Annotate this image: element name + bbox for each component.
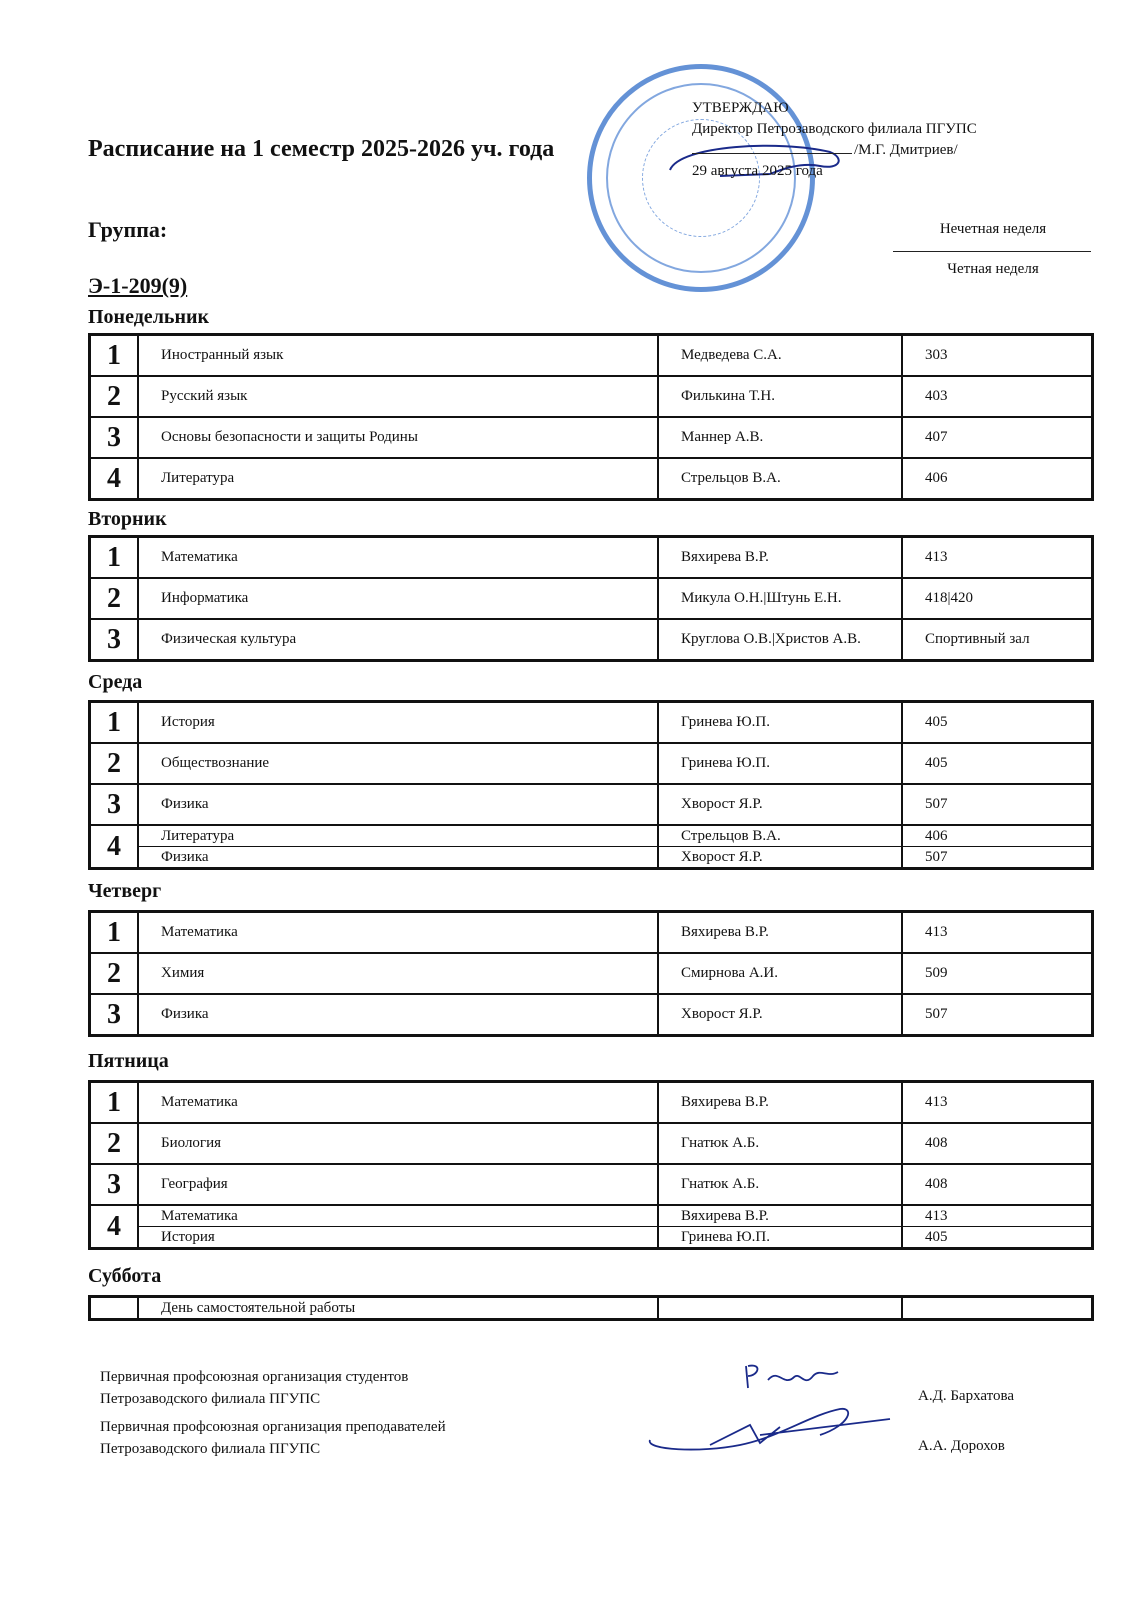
lesson-room: Спортивный зал	[902, 619, 1093, 661]
lesson-number: 3	[90, 417, 139, 458]
lesson-subject: Математика	[138, 1082, 658, 1124]
lesson-number: 4	[90, 1205, 139, 1249]
odd-week-label: Нечетная неделя	[939, 221, 1047, 237]
table-row	[90, 1082, 1093, 1124]
lesson-teacher: Смирнова А.И.	[658, 953, 902, 994]
students-rep-signature	[738, 1358, 848, 1398]
day-heading-saturday: Суббота	[88, 1265, 162, 1287]
lesson-teacher-odd: Вяхирева В.Р.	[658, 1205, 902, 1227]
table-row	[90, 1164, 1093, 1205]
lesson-room-odd: 406	[902, 825, 1093, 847]
lesson-room: 507	[902, 994, 1093, 1036]
lesson-number: 3	[90, 619, 139, 661]
approval-date: 29 августа 2025 года	[692, 163, 823, 179]
lesson-teacher	[658, 1297, 902, 1320]
group-code: Э-1-209(9)	[88, 273, 188, 298]
lesson-number: 2	[90, 1123, 139, 1164]
lesson-teacher: Вяхирева В.Р.	[658, 912, 902, 954]
lesson-number: 4	[90, 458, 139, 500]
lesson-subject: Иностранный язык	[138, 335, 658, 377]
lesson-room: 418|420	[902, 578, 1093, 619]
schedule-table-wednesday	[88, 700, 1094, 870]
table-row-even-week	[90, 847, 1093, 869]
approval-position: Директор Петрозаводского филиала ПГУПС	[692, 121, 977, 137]
students-union-block	[100, 1366, 408, 1410]
students-rep-name: А.Д. Бархатова	[918, 1388, 1015, 1404]
lesson-subject: Литература	[138, 458, 658, 500]
approval-block	[692, 98, 977, 182]
lesson-subject: Обществознание	[138, 743, 658, 784]
schedule-table-thursday	[88, 910, 1094, 1037]
table-row	[90, 537, 1093, 579]
lesson-number: 1	[90, 537, 139, 579]
lesson-number: 4	[90, 825, 139, 869]
table-row	[90, 953, 1093, 994]
lesson-number: 1	[90, 702, 139, 744]
lesson-teacher: Медведева С.А.	[658, 335, 902, 377]
lesson-teacher: Хворост Я.Р.	[658, 784, 902, 825]
lesson-number: 1	[90, 912, 139, 954]
lesson-teacher: Гнатюк А.Б.	[658, 1123, 902, 1164]
lesson-subject: Информатика	[138, 578, 658, 619]
table-row	[90, 417, 1093, 458]
table-row-odd-week	[90, 825, 1093, 847]
lesson-number: 2	[90, 578, 139, 619]
lesson-teacher: Гнатюк А.Б.	[658, 1164, 902, 1205]
schedule-table-tuesday	[88, 535, 1094, 662]
lesson-room: 507	[902, 784, 1093, 825]
lesson-room-even: 507	[902, 847, 1093, 869]
lesson-teacher: Стрельцов В.А.	[658, 458, 902, 500]
table-row	[90, 994, 1093, 1036]
lesson-room: 405	[902, 743, 1093, 784]
table-row	[90, 619, 1093, 661]
approval-heading: УТВЕРЖДАЮ	[692, 100, 789, 116]
approval-signatory: /М.Г. Дмитриев/	[854, 142, 958, 158]
lesson-number: 2	[90, 376, 139, 417]
lesson-room: 413	[902, 537, 1093, 579]
lesson-teacher: Вяхирева В.Р.	[658, 537, 902, 579]
teachers-union-line1: Первичная профсоюзная организация преподавателей	[100, 1419, 446, 1435]
lesson-teacher-even: Гринева Ю.П.	[658, 1227, 902, 1249]
lesson-room: 406	[902, 458, 1093, 500]
lesson-subject: Физика	[138, 994, 658, 1036]
lesson-teacher: Маннер А.В.	[658, 417, 902, 458]
page-title: Расписание на 1 семестр 2025-2026 уч. года	[88, 136, 555, 162]
schedule-table-saturday	[88, 1295, 1094, 1321]
table-row	[90, 1297, 1093, 1320]
lesson-subject-even: История	[138, 1227, 658, 1249]
lesson-teacher: Вяхирева В.Р.	[658, 1082, 902, 1124]
lesson-room: 403	[902, 376, 1093, 417]
lesson-teacher: Гринева Ю.П.	[658, 743, 902, 784]
approval-signature-line	[692, 140, 977, 161]
lesson-teacher: Филькина Т.Н.	[658, 376, 902, 417]
schedule-table-monday	[88, 333, 1094, 501]
teachers-union-block	[100, 1416, 446, 1460]
table-row-odd-week	[90, 1205, 1093, 1227]
lesson-subject-even: Физика	[138, 847, 658, 869]
lesson-room: 413	[902, 1082, 1093, 1124]
lesson-subject: Математика	[138, 912, 658, 954]
teachers-rep-signature	[640, 1405, 900, 1455]
lesson-subject: Русский язык	[138, 376, 658, 417]
lesson-teacher: Микула О.Н.|Штунь Е.Н.	[658, 578, 902, 619]
group-label: Группа:	[88, 217, 168, 242]
lesson-subject: День самостоятельной работы	[138, 1297, 658, 1320]
lesson-teacher: Гринева Ю.П.	[658, 702, 902, 744]
lesson-subject: История	[138, 702, 658, 744]
lesson-number: 3	[90, 784, 139, 825]
students-union-line1: Первичная профсоюзная организация студентов	[100, 1369, 409, 1385]
lesson-room: 303	[902, 335, 1093, 377]
lesson-teacher: Круглова О.В.|Христов А.В.	[658, 619, 902, 661]
table-row	[90, 784, 1093, 825]
lesson-number: 3	[90, 1164, 139, 1205]
even-week-label: Четная неделя	[947, 261, 1039, 277]
day-heading-thursday: Четверг	[88, 880, 162, 902]
table-row	[90, 702, 1093, 744]
lesson-room-even: 405	[902, 1227, 1093, 1249]
lesson-number: 3	[90, 994, 139, 1036]
students-union-line2: Петрозаводского филиала ПГУПС	[100, 1391, 321, 1407]
lesson-number: 1	[90, 1082, 139, 1124]
lesson-number: 1	[90, 335, 139, 377]
lesson-teacher-odd: Стрельцов В.А.	[658, 825, 902, 847]
day-heading-wednesday: Среда	[88, 671, 143, 693]
lesson-subject: Биология	[138, 1123, 658, 1164]
table-row	[90, 1123, 1093, 1164]
lesson-room: 408	[902, 1164, 1093, 1205]
week-divider	[893, 251, 1091, 252]
schedule-table-friday	[88, 1080, 1094, 1250]
table-row	[90, 458, 1093, 500]
lesson-number: 2	[90, 953, 139, 994]
lesson-room-odd: 413	[902, 1205, 1093, 1227]
day-heading-friday: Пятница	[88, 1050, 169, 1072]
day-heading-tuesday: Вторник	[88, 508, 167, 530]
lesson-subject: Математика	[138, 537, 658, 579]
table-row	[90, 578, 1093, 619]
day-heading-monday: Понедельник	[88, 306, 210, 328]
lesson-subject: Химия	[138, 953, 658, 994]
table-row	[90, 335, 1093, 377]
lesson-subject-odd: Литература	[138, 825, 658, 847]
lesson-room: 408	[902, 1123, 1093, 1164]
table-row	[90, 743, 1093, 784]
lesson-number: 2	[90, 743, 139, 784]
table-row-even-week	[90, 1227, 1093, 1249]
lesson-room	[902, 1297, 1093, 1320]
teachers-union-line2: Петрозаводского филиала ПГУПС	[100, 1441, 321, 1457]
lesson-subject: Физика	[138, 784, 658, 825]
lesson-subject-odd: Математика	[138, 1205, 658, 1227]
lesson-subject: Физическая культура	[138, 619, 658, 661]
lesson-teacher: Хворост Я.Р.	[658, 994, 902, 1036]
lesson-number	[90, 1297, 139, 1320]
lesson-room: 413	[902, 912, 1093, 954]
lesson-teacher-even: Хворост Я.Р.	[658, 847, 902, 869]
table-row	[90, 912, 1093, 954]
teachers-rep-name: А.А. Дорохов	[918, 1438, 1005, 1454]
table-row	[90, 376, 1093, 417]
lesson-room: 407	[902, 417, 1093, 458]
lesson-subject: География	[138, 1164, 658, 1205]
lesson-room: 509	[902, 953, 1093, 994]
lesson-room: 405	[902, 702, 1093, 744]
lesson-subject: Основы безопасности и защиты Родины	[138, 417, 658, 458]
